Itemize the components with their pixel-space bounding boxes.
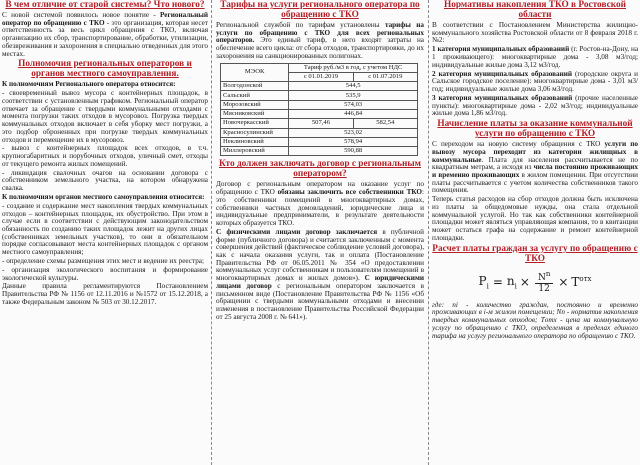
tariff-area: Неклиновский: [221, 137, 289, 146]
formula-fraction: $\frac{N^n}{12}$: [535, 270, 553, 294]
table-row: [221, 147, 418, 156]
tariff-area: Новочеркасский: [221, 119, 289, 128]
column-divider: [428, 0, 429, 465]
tariff-value-2: 582,54: [353, 119, 417, 128]
who-contract-heading: Кто должен заключать договор с региональным оператором?: [219, 159, 421, 180]
operator-power-dumps: - ликвидация свалочных очагов на основании договора с собственником земельного участка, на котором обнаружена свалка.: [2, 168, 208, 193]
tariff-area: Красносулинский: [221, 128, 289, 137]
tariff-value: 544,5: [289, 82, 418, 91]
tariff-value: 523,02: [289, 128, 418, 137]
tariffs-heading: Тарифы на услуги регионального оператора по обращению с ТКО: [220, 0, 420, 20]
norms-intro: В соответствии с Постановлением Министерства жилищно-коммунального хозяйства Ростовской области от 8 февраля 2018 г. №2:: [432, 21, 638, 45]
municipal-powers-label: К полномочиям органов местного самоуправления относится:: [2, 193, 205, 201]
tariff-value: 590,88: [289, 147, 418, 156]
tariff-area: Мясниковский: [221, 110, 289, 119]
municipal-power-education: - организация экологического воспитания и формирование экологической культуры.: [2, 265, 208, 282]
formula-lhs: $P_i$: [478, 273, 489, 290]
tariff-value-1: 507,46: [289, 119, 353, 128]
formula-times: ×: [519, 274, 530, 289]
table-header-date1: с 01.01.2019: [289, 72, 353, 81]
operator-powers-label: К полномочиям Регионального оператора относится:: [2, 80, 176, 89]
table-header-tariff: Тариф руб./м3 в год, с учетом НДС: [289, 63, 418, 72]
tariff-area: Сальский: [221, 91, 289, 100]
contract-paragraph: Договор с региональным оператором на оказание услуг по обращению с ТКО обязаны заключить все собственники ТКО: это собственники помещений в многоквартирных домах, собственники частных домовладений, юридические лица и индивидуальные предприниматели, в результате деятельности которых образуется ТКО.: [216, 180, 424, 227]
middle-column: [216, 0, 424, 465]
category-2: 2 категория муниципальных образований (городские округа и Сальское городское поселение): многоквартирные дома - 3,01 м3/год; индивидуальные жилые дома 3,06 м3/год.: [432, 69, 638, 93]
table-row: [221, 82, 418, 91]
tariff-area: Морозовский: [221, 100, 289, 109]
tariff-value: 574,03: [289, 100, 418, 109]
differences-heading: В чем отличие от старой системы? Что нового?: [5, 0, 205, 10]
tariff-area: Миллеровский: [221, 147, 289, 156]
municipal-power-registry: - определение схемы размещения этих мест и ведение их реестра;: [2, 257, 204, 265]
tariff-table: [220, 63, 418, 157]
billing-heading: Начисление платы за оказание коммунальной услуги по обращению с ТКО: [437, 119, 633, 140]
intro-paragraph: С новой системой появилось новое понятие - Региональный оператор по обращению с ТКО - это организация, которая несет ответственность за весь цикл обращения с ТКО, включая организацию их сбор, транспортирование, обработки, утилизации, обезвреживания и захоронения в специально отведенных для этого местах.: [2, 11, 208, 58]
norms-heading: Нормативы накопления ТКО в Ростовской области: [444, 0, 626, 20]
table-header-date2: с 01.07.2019: [353, 72, 417, 81]
left-column: [2, 0, 208, 465]
table-row: [221, 91, 418, 100]
tariff-value: 446,84: [289, 110, 418, 119]
operator-power-bulky: - вывоз с контейнерных площадок всех отходов, в т.ч. крупногабаритных и порубочных отходов, уличный смет, отходы от текущего ремонта жилых помещений.: [2, 144, 208, 168]
payment-formula: [432, 270, 638, 294]
contract-forms-paragraph: С физическими лицами договор заключается в публичной форме (публичного договора) и считается заключенным с момента совершения действий (фактическое соблюдение условий договора), как с начала оказания услуги, так и оплата (Постановление Правительства РФ от 06.05.2011 № 354 «О предоставлении коммунальных услуг собственникам и пользователям помещений в многоквартирных домах и жилых домов»). С юридическими лицами договор с региональным оператором заключается в письменном виде (Постановление Правительства РФ № 1156 «Об обращении с твердыми коммунальными отходами и внесении изменения в постановление Правительства Российской Федерации от 25 августа 2008 г. № 641»).: [216, 227, 424, 321]
powers-heading: Полномочия региональных операторов и органов местного самоуправления.: [18, 59, 192, 80]
column-divider: [211, 0, 212, 465]
table-row: [221, 119, 418, 128]
formula-tariff: $T^{отх}$: [571, 274, 592, 289]
table-row: [221, 110, 418, 119]
billing-paragraph: С переходом на новую систему обращения с ТКО услуги по вывозу мусора переходит из категории жилищных в коммунальные. Плата для населения рассчитывается не по квадратным метрам, а исходя из числа постоянно проживающих и временно проживающих в жилом помещении. При отсутствии платы рассчитывается с учетом количества собственников такого помещения.: [432, 140, 638, 195]
tariffs-paragraph: Региональной службой по тарифам установлены тарифы на услуги по обращению с ТКО для всех региональных операторов. Это единый тариф, в него входят затраты на обеспечение всего цикла: от сбора отходов, транспортировки, до их захоронения на санкционированных полигонах.: [216, 21, 424, 60]
table-row: [221, 137, 418, 146]
tariff-value: 578,94: [289, 137, 418, 146]
category-1: 1 категория муниципальных образований (г. Ростов-на-Дону, на 1 проживающего): многоквартирные дома - 3,08 м3/год; индивидуальные жилые дома 3,12 м3/год.: [432, 45, 638, 69]
formula-times-2: ×: [558, 274, 569, 289]
category-3: 3 категория муниципальных образований (прочие населенные пункты): многоквартирные дома - 2,02 м3/год; индивидуальные жилые дома 1,86 м3/год.: [432, 93, 638, 118]
tariff-area: Волгодонской: [221, 82, 289, 91]
table-header-org: МЭОК: [221, 63, 289, 82]
municipal-power-sites: - создание и содержание мест накопления твердых коммунальных отходов – контейнерных площадок, их обустройство. При этом в случае если в соответствии с действующим законодательством обязанность по созданию таких площадок лежит на других лицах (собственниках земельных участков), то они в обязательном порядке согласовывают места контейнерных площадок с органом местного самоуправления;: [2, 201, 208, 257]
right-column: [432, 0, 638, 465]
operator-power-removal: - своевременный вывоз мусора с контейнерных площадок, в соответствии с установленным графиком. Региональный оператор отвечает за обращение с твердыми коммунальными отходами с момента погрузки таких отходов в мусоровоз. Погрузка твердых коммунальных отходов включает в себя уборку мест погрузки, а это подбор оброненных при погрузке твердых коммунальных отходов и перемещение их в мусоровоз.: [2, 89, 208, 144]
formula-legend: где: ni - количество граждан, постоянно и временно проживающих в i-м жилом помещении; Nn - норматив накопления твердых коммунальных отходов; Tотх - цена на коммунальную услугу по обращению с ТКО, определенная в пределах единого тарифа на услугу регионального оператора по обращению с ТКО.: [432, 300, 638, 340]
formula-n: $n_i$: [506, 273, 517, 290]
regulations-note: Данные правила регламентируются Постановлением Правительства РФ № 1156 от 12.11.2016 и №1572 от 15.12.2018, а также Федеральным законом № 503 от 30.12.2017.: [2, 282, 208, 306]
table-row: [221, 100, 418, 109]
formula-equals: =: [492, 274, 503, 289]
calculation-heading: Расчет платы граждан за услугу по обращению с ТКО: [432, 243, 638, 264]
table-row: [221, 128, 418, 137]
tariff-value: 535,9: [289, 91, 418, 100]
billing-paragraph-2: Теперь статья расходов на сбор отходов должна быть исключена из платы за общедомовые нужды, она стала отдельной коммунальной услугой. Но так как собственники контейнерной площадки может являться управляющая компания, то в квитанции может остаться графа на содержание и ремонт контейнерной площадки.: [432, 195, 638, 242]
